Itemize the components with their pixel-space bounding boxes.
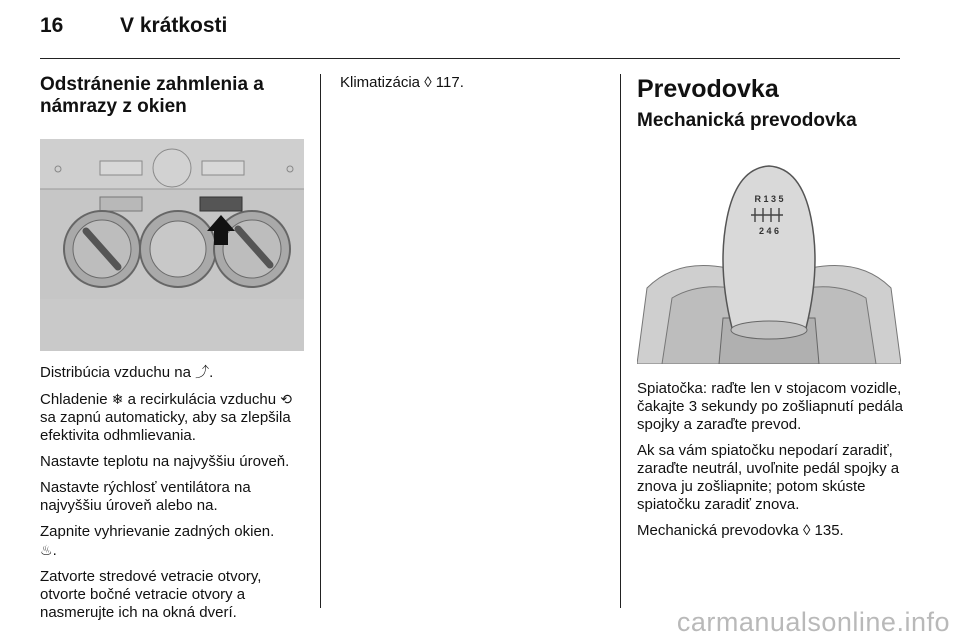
column-transmission bbox=[637, 74, 903, 548]
reference-climate: Klimatizácia ◊ 117. bbox=[340, 74, 464, 91]
gear-pattern-top: R 1 3 5 bbox=[754, 194, 784, 204]
section-heading-defog bbox=[40, 74, 304, 118]
page-title: V krátkosti bbox=[120, 14, 228, 37]
section-heading-transmission: Prevodovka bbox=[637, 75, 779, 103]
windshield-airflow-icon: ⤴ bbox=[195, 364, 210, 380]
car-recirculation-icon: ⟲ bbox=[280, 391, 292, 407]
page-header bbox=[40, 14, 900, 42]
paragraph-vents: Zatvorte stredové vetracie otvory, otvorte bočné vetracie otvory a nasmerujte ich na okná dverí. bbox=[40, 568, 262, 621]
paragraph-fan-speed: Nastavte rýchlosť ventilátora na najvyššiu úroveň alebo na. bbox=[40, 479, 251, 514]
page-reference-icon: ◊ bbox=[802, 522, 811, 539]
column-divider-2 bbox=[620, 74, 621, 608]
header-divider bbox=[40, 58, 900, 59]
reference-link[interactable]: 117. bbox=[435, 74, 464, 91]
column-divider-1 bbox=[320, 74, 321, 608]
paragraph-rear-defrost: Zapnite vyhrievanie zadných okien. ♨. bbox=[40, 523, 275, 559]
paragraph-temperature: Nastavte teplotu na najvyššiu úroveň. bbox=[40, 453, 290, 470]
snowflake-icon: ❄ bbox=[111, 391, 124, 407]
page-number: 16 bbox=[40, 14, 64, 37]
climate-control-figure bbox=[40, 139, 304, 351]
column-defog bbox=[40, 74, 304, 630]
subsection-heading-manual: Mechanická prevodovka bbox=[637, 110, 857, 131]
page-reference-icon: ◊ bbox=[424, 74, 432, 91]
heading-line-2: námrazy z okien bbox=[40, 96, 187, 117]
gear-pattern-bottom: 2 4 6 bbox=[758, 226, 780, 236]
paragraph-air-distribution: Distribúcia vzduchu na ⤴. bbox=[40, 364, 214, 381]
paragraph-cooling: Chladenie ❄ a recirkulácia vzduchu ⟲ sa zapnú automaticky, aby sa zlepšila efektivita odhmlievania. bbox=[40, 391, 292, 444]
reference-link[interactable]: 135. bbox=[814, 522, 844, 539]
climate-control-illustration bbox=[40, 139, 304, 351]
heading-line-1: Odstránenie zahmlenia a bbox=[40, 74, 264, 95]
watermark: carmanualsonline.info bbox=[676, 607, 950, 637]
gear-knob-figure bbox=[637, 148, 901, 364]
paragraph-reverse: Spiatočka: raďte len v stojacom vozidle, čakajte 3 sekundy po zošliapnutí pedála spojky a zaraďte prevod. bbox=[637, 380, 904, 433]
paragraph-reverse-retry: Ak sa vám spiatočku nepodarí zaradiť, zaraďte neutrál, uvoľnite pedál spojky a znova ju zošliapnite; potom skúste spiatočku zaradiť znova. bbox=[637, 442, 900, 513]
rear-window-heating-icon: ♨ bbox=[40, 542, 53, 558]
gear-knob-illustration bbox=[637, 148, 901, 364]
column-middle bbox=[340, 74, 605, 100]
reference-manual-transmission: Mechanická prevodovka ◊ 135. bbox=[637, 522, 844, 539]
